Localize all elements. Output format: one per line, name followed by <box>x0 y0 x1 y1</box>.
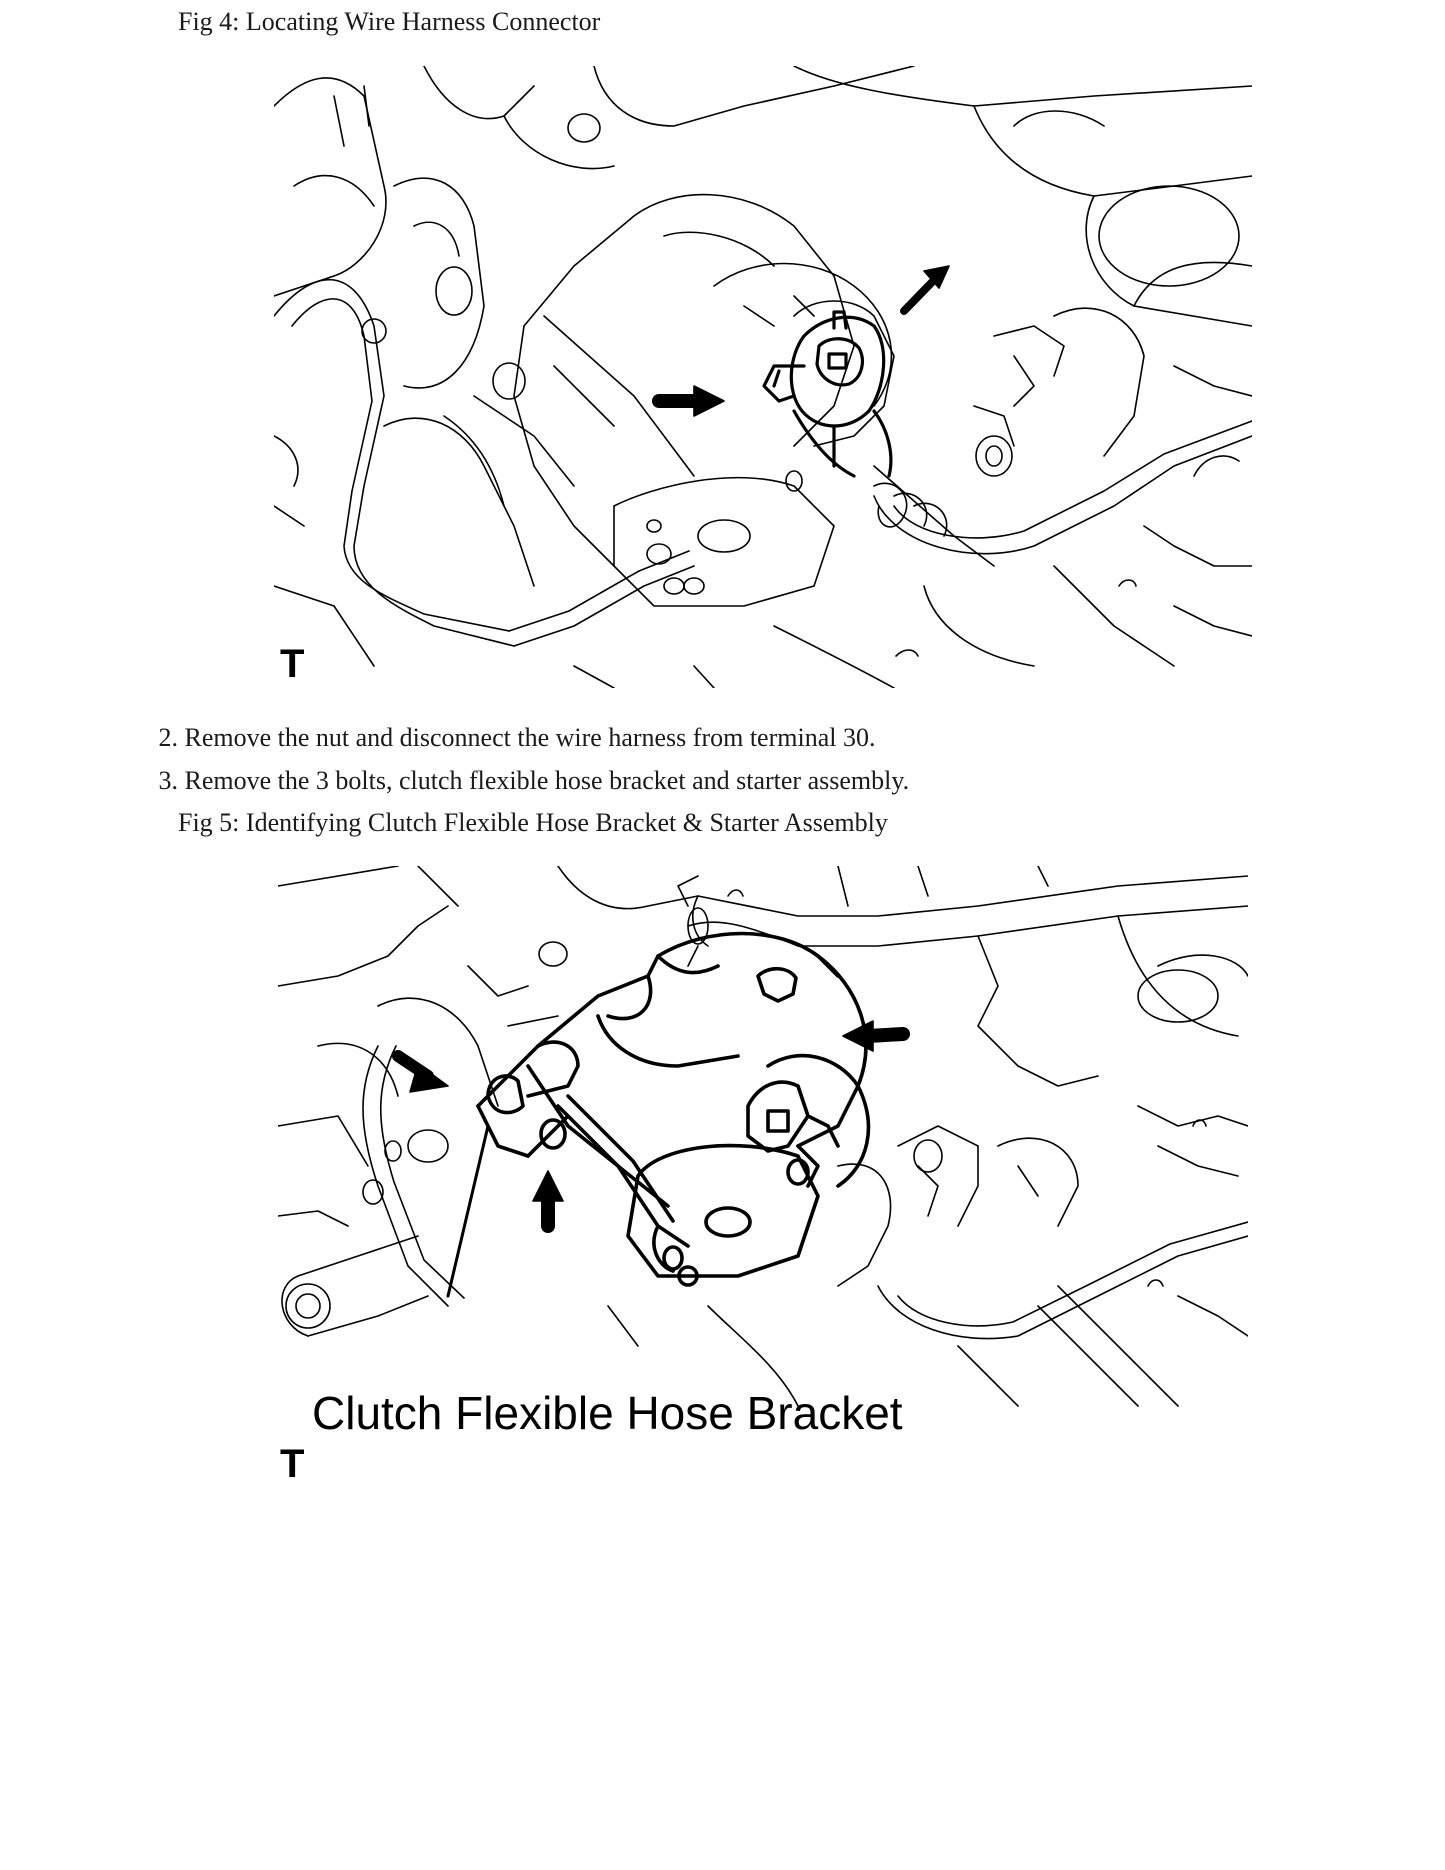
step-3-text: Remove the 3 bolts, clutch flexible hose bracket and starter assembly. <box>184 766 910 795</box>
step-2-text: Remove the nut and disconnect the wire harness from terminal 30. <box>184 723 876 752</box>
fig4-caption: Fig 4: Locating Wire Harness Connector <box>178 7 601 36</box>
starter-line-drawing <box>278 866 1248 1426</box>
step-3 <box>150 765 909 797</box>
clutch-flexible-hose-bracket-label: Clutch Flexible Hose Bracket <box>312 1387 903 1439</box>
engine-line-drawing <box>274 66 1252 688</box>
step-2 <box>150 722 875 754</box>
fig5-corner-mark: T <box>280 1442 305 1486</box>
fig5-illustration <box>278 866 1248 1490</box>
fig4-illustration <box>274 66 1252 688</box>
fig4-corner-mark: T <box>280 642 305 686</box>
step-2-number: 2. <box>158 723 178 752</box>
step-3-number: 3. <box>158 766 178 795</box>
fig5-caption: Fig 5: Identifying Clutch Flexible Hose Bracket & Starter Assembly <box>178 808 888 837</box>
